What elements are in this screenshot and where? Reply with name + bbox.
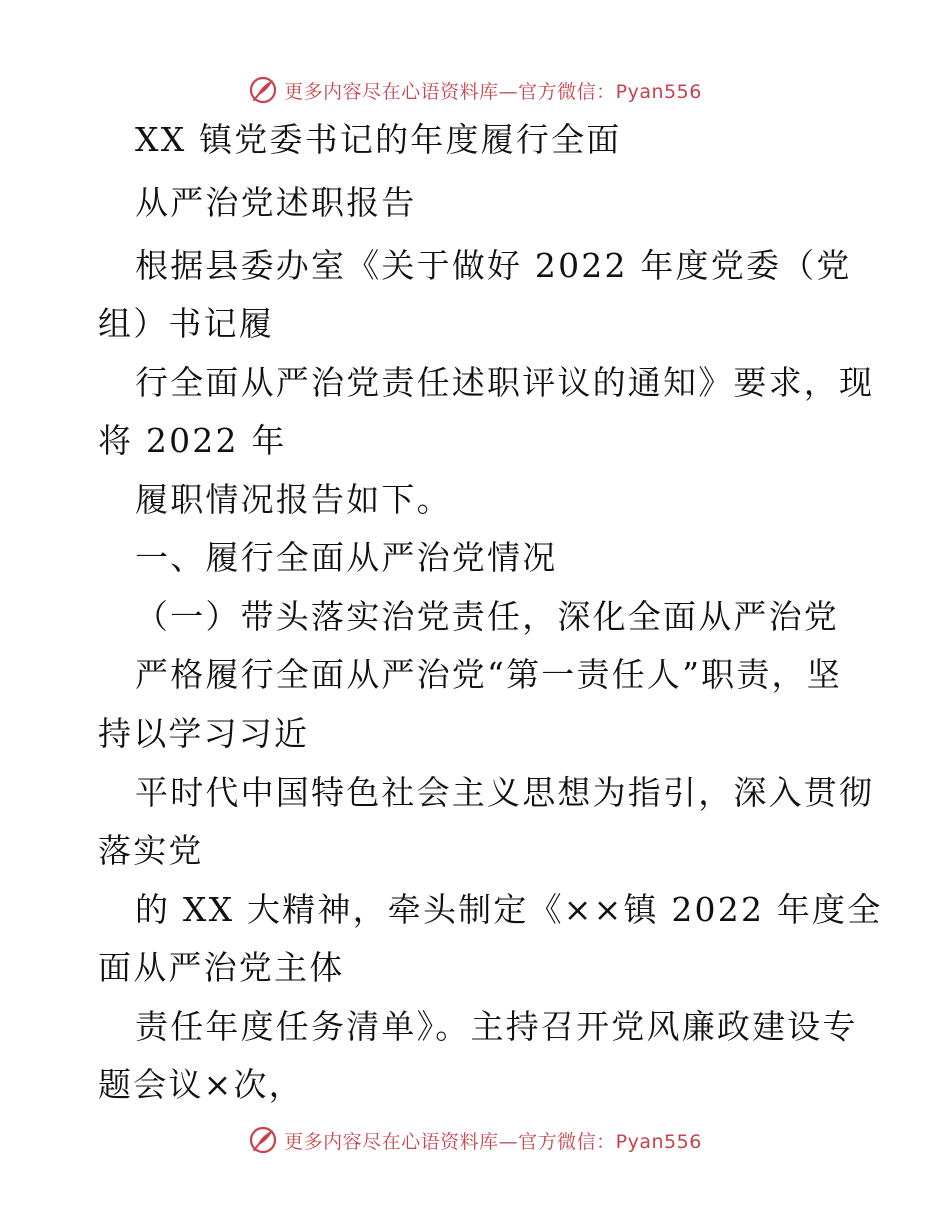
- paragraph-line: 履职情况报告如下。: [135, 480, 452, 519]
- subsection-heading: （一）带头落实治党责任，深化全面从严治党: [135, 597, 839, 636]
- paragraph-line: 将 2022 年: [98, 421, 287, 460]
- paragraph-line: 面从严治党主体: [98, 948, 345, 987]
- paragraph-line: 的 XX 大精神，牵头制定《××镇 2022 年度全: [135, 890, 883, 929]
- paragraph-line: 平时代中国特色社会主义思想为指引，深入贯彻: [135, 773, 875, 812]
- paragraph-line: 落实党: [98, 831, 204, 870]
- footer-banner: [0, 1120, 950, 1160]
- banner-contact: 官方微信：Pyan556: [518, 80, 702, 103]
- banner-dash: —: [498, 80, 519, 103]
- banner-contact: 官方微信：Pyan556: [518, 1130, 702, 1153]
- header-banner: [0, 70, 950, 110]
- quill-logo-icon: [248, 75, 278, 105]
- banner-title: 更多内容尽在心语资料库: [284, 1130, 499, 1153]
- document-title-line-2: 从严治党述职报告: [135, 183, 417, 222]
- banner-dash: —: [498, 1130, 519, 1153]
- banner-text: [284, 1127, 702, 1154]
- paragraph-line: 持以学习习近: [98, 714, 310, 753]
- paragraph-line: 责任年度任务清单》。主持召开党风廉政建设专: [135, 1007, 858, 1046]
- section-heading: 一、履行全面从严治党情况: [135, 538, 558, 577]
- document-title-line-1: XX 镇党委书记的年度履行全面: [135, 120, 622, 159]
- paragraph-line: 组）书记履: [98, 304, 274, 343]
- paragraph-line: 严格履行全面从严治党“第一责任人”职责，坚: [135, 655, 842, 694]
- paragraph-line: 根据县委办室《关于做好 2022 年度党委（党: [135, 246, 852, 285]
- banner-text: [284, 77, 702, 104]
- quill-logo-icon: [248, 1125, 278, 1155]
- paragraph-line: 题会议×次，: [98, 1065, 304, 1104]
- banner-title: 更多内容尽在心语资料库: [284, 80, 499, 103]
- paragraph-line: 行全面从严治党责任述职评议的通知》要求，现: [135, 363, 875, 402]
